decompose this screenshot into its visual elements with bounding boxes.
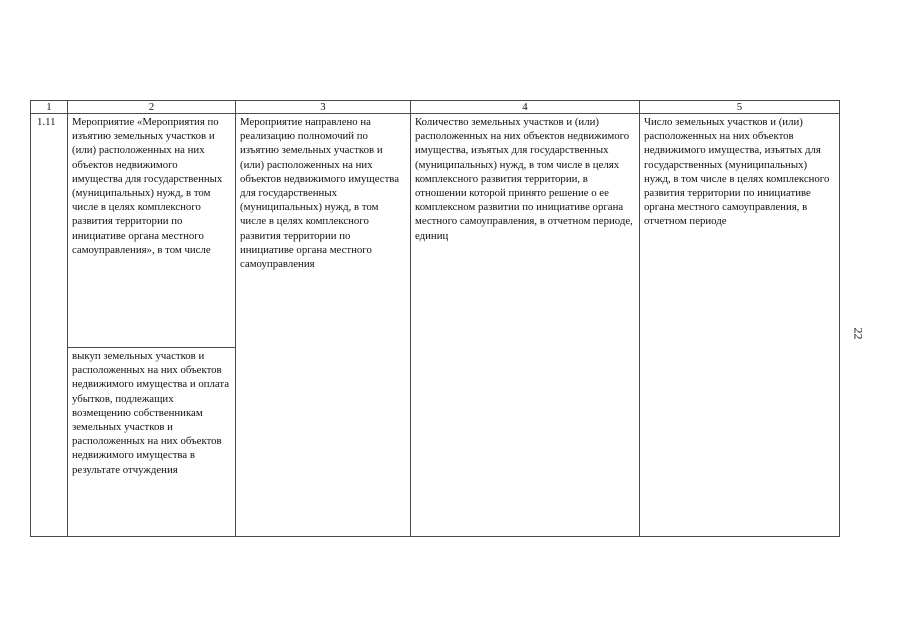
indicator-alt-cell: Число земельных участков и (или) расположенных на них объектов недвижимого имущества, изъятых для государственных (муниципальных) нужд, в том числе в целях комплексного развития территории по инициативе органа местного самоуправления, в отчетном периоде <box>640 114 840 537</box>
table-header-row <box>31 101 840 114</box>
header-cell-2: 2 <box>68 101 236 114</box>
header-cell-4: 4 <box>411 101 640 114</box>
page-number: 22 <box>851 327 866 340</box>
table-row <box>31 114 840 348</box>
event-description-cell: Мероприятие направлено на реализацию полномочий по изъятию земельных участков и (или) расположенных на них объектов недвижимого имущества для государственных (муниципальных) нужд, в том числе в целях комплексного развития территории по инициативе органа местного самоуправления <box>236 114 411 537</box>
header-cell-1: 1 <box>31 101 68 114</box>
document-table <box>30 100 840 537</box>
row-number: 1.11 <box>31 114 68 537</box>
event-title-cell: Мероприятие «Мероприятия по изъятию земельных участков и (или) расположенных на них объектов недвижимого имущества для государственных (муниципальных) нужд, в том числе в целях комплексного развития территории по инициативе органа местного самоуправления», в том числе <box>68 114 236 348</box>
indicator-cell: Количество земельных участков и (или) расположенных на них объектов недвижимого имущества, изъятых для государственных (муниципальных) нужд, в том числе в целях комплексного развития территории, в отношении которой принято решение о ее комплексном развитии по инициативе органа местного самоуправления, в отчетном периоде, единиц <box>411 114 640 537</box>
header-cell-3: 3 <box>236 101 411 114</box>
sub-item-cell: выкуп земельных участков и расположенных на них объектов недвижимого имущества и оплата убытков, подлежащих возмещению собственникам земельных участков и расположенных на них объектов недвижимого имущества в результате отчуждения <box>68 348 236 537</box>
header-cell-5: 5 <box>640 101 840 114</box>
